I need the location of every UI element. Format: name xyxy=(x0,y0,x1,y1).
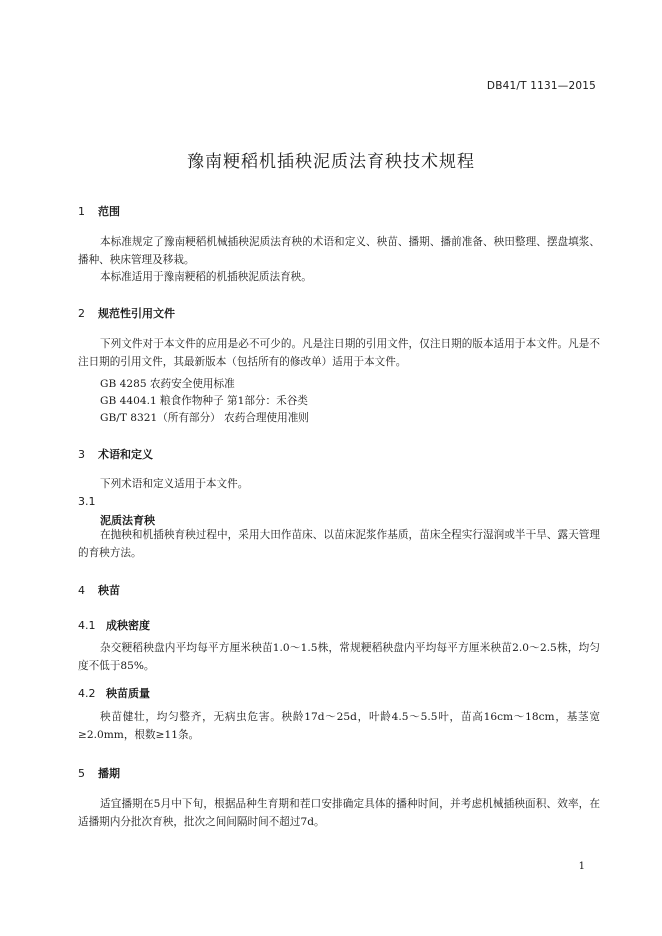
page-number: 1 xyxy=(578,861,585,872)
section-4-title: 秧苗 xyxy=(98,584,120,597)
reference-item: GB 4285 农药安全使用标准 xyxy=(100,378,235,390)
section-2-paragraph-1: 下列文件对于本文件的应用是必不可少的。凡是注日期的引用文件，仅注日期的版本适用于本文件。凡是不注日期的引用文件，其最新版本（包括所有的修改单）适用于本文件。 xyxy=(78,338,600,368)
section-5-heading xyxy=(78,765,120,781)
section-1-heading xyxy=(78,203,120,219)
section-5-title: 播期 xyxy=(98,767,120,780)
section-1-paragraph-2: 本标准适用于豫南粳稻的机插秧泥质法育秧。 xyxy=(100,271,312,283)
term-definition: 在抛秧和机插秧育秧过程中，采用大田作苗床、以苗床泥浆作基质，苗床全程实行湿润或半干旱、露天管理的育秧方法。 xyxy=(78,529,600,559)
subsection-4-1-number: 4.1 xyxy=(78,619,96,632)
subsection-4-1-heading xyxy=(78,617,150,633)
subsection-4-1-title: 成秧密度 xyxy=(106,619,150,632)
reference-item: GB/T 8321（所有部分） 农药合理使用准则 xyxy=(100,412,309,424)
subsection-4-2-number: 4.2 xyxy=(78,687,96,700)
section-4-number: 4 xyxy=(78,584,85,597)
section-3-title: 术语和定义 xyxy=(98,448,153,461)
section-2-heading xyxy=(78,305,175,321)
clause-3-1-number: 3.1 xyxy=(78,495,96,508)
section-3-number: 3 xyxy=(78,448,85,461)
section-2-title: 规范性引用文件 xyxy=(98,307,175,320)
subsection-4-2-title: 秧苗质量 xyxy=(106,687,150,700)
subsection-4-1-paragraph: 杂交粳稻秧盘内平均每平方厘米秧苗1.0～1.5株，常规粳稻秧盘内平均每平方厘米秧苗2.0～2.5株，均匀度不低于85%。 xyxy=(78,642,600,672)
section-1-title: 范围 xyxy=(98,205,120,218)
section-1-paragraph-1: 本标准规定了豫南粳稻机械插秧泥质法育秧的术语和定义、秧苗、播期、播前准备、秧田整理、摆盘填浆、播种、秧床管理及移栽。 xyxy=(78,236,600,266)
section-4-heading xyxy=(78,582,120,598)
term-name: 泥质法育秧 xyxy=(100,514,155,527)
document-title: 豫南粳稻机插秧泥质法育秧技术规程 xyxy=(187,152,475,172)
reference-item: GB 4404.1 粮食作物种子 第1部分：禾谷类 xyxy=(100,395,308,407)
section-2-number: 2 xyxy=(78,307,85,320)
section-3-heading xyxy=(78,446,153,462)
section-3-paragraph-1: 下列术语和定义适用于本文件。 xyxy=(100,478,249,490)
section-5-paragraph-1: 适宜播期在5月中下旬，根据品种生育期和茬口安排确定具体的播种时间，并考虑机械插秧面积、效率，在适播期内分批次育秧，批次之间间隔时间不超过7d。 xyxy=(78,798,600,828)
standard-code: DB41/T 1131—2015 xyxy=(486,80,596,92)
section-5-number: 5 xyxy=(78,767,85,780)
subsection-4-2-heading xyxy=(78,685,150,701)
subsection-4-2-paragraph: 秧苗健壮，均匀整齐，无病虫危害。秧龄17d～25d，叶龄4.5～5.5叶，苗高16cm～18cm，基茎宽≥2.0mm，根数≥11条。 xyxy=(78,711,600,741)
section-1-number: 1 xyxy=(78,205,85,218)
